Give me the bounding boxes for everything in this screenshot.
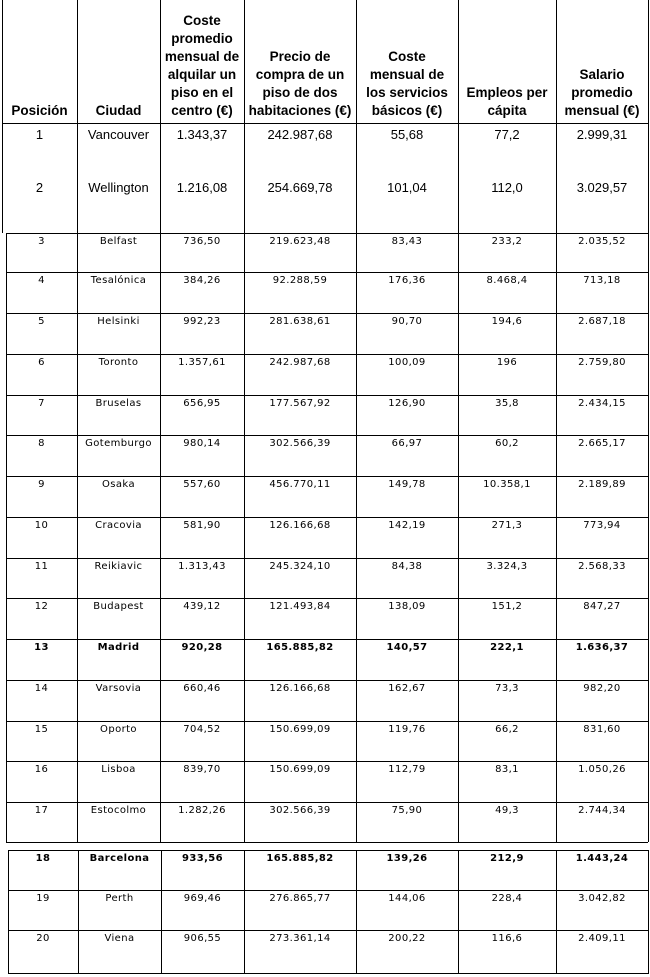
column-header-label: Salario promedio mensual (€) [564, 67, 640, 118]
grid-line [648, 0, 649, 233]
city-cell: Oporto [100, 724, 137, 735]
value-cell: 281.638,61 [269, 316, 331, 327]
grid-line [6, 680, 648, 681]
value-cell: 150.699,09 [269, 764, 331, 775]
value-cell: 1.343,37 [176, 127, 228, 142]
grid-line [6, 802, 648, 803]
grid-line [244, 850, 245, 974]
value-cell: 713,18 [583, 275, 621, 286]
value-cell: 1.050,26 [578, 764, 626, 775]
rank-cell: 1 [35, 127, 44, 142]
value-cell: 66,97 [391, 438, 423, 449]
city-cell: Cracovia [95, 520, 142, 531]
value-cell: 142,19 [388, 520, 426, 531]
value-cell: 933,56 [182, 853, 223, 864]
column-header [244, 0, 356, 120]
grid-line [6, 272, 648, 273]
value-cell: 149,78 [388, 479, 426, 490]
grid-line [6, 354, 648, 355]
value-cell: 144,06 [388, 893, 426, 904]
value-cell: 906,55 [183, 933, 222, 944]
grid-line [8, 850, 9, 974]
rank-cell: 4 [38, 275, 45, 286]
grid-line [458, 233, 459, 842]
value-cell: 212,9 [490, 853, 524, 864]
value-cell: 177.567,92 [269, 398, 331, 409]
rank-cell: 18 [35, 853, 51, 864]
value-cell: 1.282,26 [178, 805, 226, 816]
city-cell: Perth [105, 893, 134, 904]
value-cell: 2.744,34 [578, 805, 626, 816]
value-cell: 2.999,31 [576, 127, 628, 142]
value-cell: 847,27 [583, 601, 621, 612]
value-cell: 60,2 [495, 438, 519, 449]
value-cell: 165.885,82 [266, 853, 334, 864]
value-cell: 49,3 [495, 805, 519, 816]
value-cell: 55,68 [390, 127, 424, 142]
grid-line [556, 850, 557, 974]
value-cell: 8.468,4 [486, 275, 528, 286]
value-cell: 10.358,1 [483, 479, 531, 490]
rank-cell: 20 [36, 933, 50, 944]
rank-cell: 3 [38, 236, 45, 247]
grid-line [6, 598, 648, 599]
value-cell: 126,90 [388, 398, 426, 409]
value-cell: 980,14 [183, 438, 221, 449]
value-cell: 77,2 [494, 127, 520, 142]
value-cell: 2.189,89 [578, 479, 626, 490]
rank-cell: 5 [38, 316, 45, 327]
value-cell: 92.288,59 [272, 275, 328, 286]
grid-line [8, 930, 648, 931]
rank-cell: 19 [36, 893, 50, 904]
column-header [356, 0, 458, 120]
grid-line [6, 313, 648, 314]
grid-line [6, 233, 7, 842]
grid-line [6, 517, 648, 518]
value-cell: 242.987,68 [269, 357, 331, 368]
value-cell: 84,38 [391, 561, 423, 572]
value-cell: 73,3 [495, 683, 519, 694]
value-cell: 112,0 [491, 180, 523, 195]
column-header [458, 0, 556, 120]
column-header [556, 0, 648, 120]
value-cell: 302.566,39 [269, 438, 331, 449]
value-cell: 126.166,68 [269, 683, 331, 694]
value-cell: 384,26 [183, 275, 221, 286]
value-cell: 150.699,09 [269, 724, 331, 735]
city-cell: Estocolmo [90, 805, 147, 816]
value-cell: 1.313,43 [178, 561, 226, 572]
rank-cell: 12 [34, 601, 49, 612]
city-cell: Lisboa [101, 764, 136, 775]
value-cell: 660,46 [183, 683, 221, 694]
value-cell: 276.865,77 [269, 893, 331, 904]
city-cell: Bruselas [95, 398, 142, 409]
grid-line [648, 850, 649, 974]
value-cell: 100,09 [388, 357, 426, 368]
grid-line [6, 558, 648, 559]
value-cell: 151,2 [491, 601, 523, 612]
city-cell: Reikiavic [94, 561, 143, 572]
column-header-label: Ciudad [95, 103, 142, 118]
value-cell: 831,60 [583, 724, 621, 735]
value-cell: 194,6 [491, 316, 523, 327]
value-cell: 456.770,11 [269, 479, 331, 490]
value-cell: 3.029,57 [576, 180, 628, 195]
value-cell: 271,3 [491, 520, 523, 531]
grid-line [6, 761, 648, 762]
grid-line [6, 435, 648, 436]
value-cell: 138,09 [388, 601, 426, 612]
value-cell: 2.434,15 [578, 398, 626, 409]
value-cell: 83,1 [495, 764, 519, 775]
value-cell: 83,43 [391, 236, 423, 247]
column-header-label: Empleos per cápita [466, 85, 548, 118]
rank-cell: 15 [34, 724, 49, 735]
column-header [2, 0, 77, 120]
value-cell: 439,12 [183, 601, 221, 612]
value-cell: 2.409,11 [578, 933, 626, 944]
value-cell: 242.987,68 [267, 127, 333, 142]
grid-line [356, 233, 357, 842]
value-cell: 581,90 [183, 520, 221, 531]
column-header-label: Precio de compra de un piso de dos habitaciones (€) [248, 49, 352, 118]
value-cell: 254.669,78 [267, 180, 333, 195]
value-cell: 982,20 [583, 683, 621, 694]
value-cell: 704,52 [183, 724, 221, 735]
grid-line [458, 850, 459, 974]
value-cell: 557,60 [183, 479, 221, 490]
grid-line [6, 842, 648, 843]
city-cell: Madrid [97, 642, 140, 653]
city-cell: Tesalónica [90, 275, 147, 286]
value-cell: 165.885,82 [266, 642, 334, 653]
column-header-label: Coste mensual de los servicios básicos (€) [366, 49, 448, 118]
city-cell: Viena [104, 933, 135, 944]
value-cell: 1.357,61 [178, 357, 226, 368]
value-cell: 119,76 [388, 724, 426, 735]
grid-line [161, 850, 162, 974]
value-cell: 920,28 [181, 642, 223, 653]
grid-line [556, 0, 557, 233]
grid-line [356, 850, 357, 974]
value-cell: 839,70 [183, 764, 221, 775]
rank-cell: 8 [38, 438, 45, 449]
rank-cell: 7 [38, 398, 45, 409]
grid-line [2, 0, 3, 233]
value-cell: 3.324,3 [486, 561, 528, 572]
value-cell: 176,36 [388, 275, 426, 286]
grid-line [6, 721, 648, 722]
city-cell: Varsovia [95, 683, 142, 694]
value-cell: 1.636,37 [575, 642, 629, 653]
rank-cell: 17 [34, 805, 49, 816]
value-cell: 101,04 [387, 180, 427, 195]
rank-cell: 13 [34, 642, 49, 653]
grid-line [160, 0, 161, 233]
value-cell: 736,50 [183, 236, 221, 247]
grid-line [244, 233, 245, 842]
value-cell: 773,94 [583, 520, 621, 531]
value-cell: 121.493,84 [269, 601, 331, 612]
value-cell: 3.042,82 [578, 893, 626, 904]
value-cell: 126.166,68 [269, 520, 331, 531]
value-cell: 656,95 [183, 398, 221, 409]
value-cell: 302.566,39 [269, 805, 331, 816]
grid-line [160, 233, 161, 842]
column-header-label: Posición [11, 103, 68, 118]
grid-line [6, 395, 648, 396]
value-cell: 228,4 [491, 893, 523, 904]
grid-line [648, 233, 649, 842]
value-cell: 162,67 [388, 683, 426, 694]
value-cell: 2.759,80 [578, 357, 626, 368]
grid-line [6, 233, 648, 234]
value-cell: 75,90 [391, 805, 423, 816]
city-cell: Barcelona [89, 853, 150, 864]
grid-line [78, 850, 79, 974]
grid-line [356, 0, 357, 233]
value-cell: 273.361,14 [269, 933, 331, 944]
city-cell: Vancouver [87, 127, 150, 142]
rank-cell: 14 [34, 683, 49, 694]
value-cell: 245.324,10 [269, 561, 331, 572]
grid-line [77, 233, 78, 842]
column-header [160, 0, 244, 120]
city-cell: Osaka [102, 479, 135, 490]
grid-line [2, 123, 648, 124]
value-cell: 112,79 [388, 764, 426, 775]
value-cell: 116,6 [491, 933, 523, 944]
rank-cell: 11 [34, 561, 49, 572]
value-cell: 233,2 [491, 236, 523, 247]
grid-line [8, 973, 648, 974]
city-cell: Budapest [93, 601, 144, 612]
grid-line [77, 0, 78, 233]
value-cell: 2.687,18 [578, 316, 626, 327]
column-header-label: Coste promedio mensual de alquilar un piso en el centro (€) [164, 13, 240, 118]
value-cell: 35,8 [495, 398, 519, 409]
value-cell: 140,57 [386, 642, 428, 653]
rank-cell: 6 [38, 357, 45, 368]
value-cell: 196 [496, 357, 518, 368]
grid-line [8, 890, 648, 891]
value-cell: 1.216,08 [176, 180, 228, 195]
value-cell: 2.568,33 [578, 561, 626, 572]
value-cell: 1.443,24 [575, 853, 629, 864]
value-cell: 2.665,17 [578, 438, 626, 449]
value-cell: 992,23 [183, 316, 221, 327]
grid-line [8, 850, 648, 851]
rank-cell: 16 [34, 764, 49, 775]
city-cell: Belfast [99, 236, 138, 247]
city-cell: Helsinki [97, 316, 140, 327]
city-cell: Wellington [88, 180, 149, 195]
value-cell: 969,46 [183, 893, 222, 904]
rank-cell: 2 [35, 180, 44, 195]
value-cell: 66,2 [495, 724, 519, 735]
value-cell: 222,1 [490, 642, 524, 653]
grid-line [458, 0, 459, 233]
grid-line [6, 476, 648, 477]
rank-cell: 10 [34, 520, 49, 531]
rank-cell: 9 [38, 479, 45, 490]
city-cell: Gotemburgo [85, 438, 152, 449]
value-cell: 219.623,48 [269, 236, 331, 247]
grid-line [556, 233, 557, 842]
grid-line [244, 0, 245, 233]
grid-line [6, 639, 648, 640]
value-cell: 139,26 [386, 853, 428, 864]
value-cell: 200,22 [388, 933, 426, 944]
city-cell: Toronto [98, 357, 139, 368]
value-cell: 90,70 [391, 316, 423, 327]
column-header [77, 0, 160, 120]
value-cell: 2.035,52 [578, 236, 626, 247]
